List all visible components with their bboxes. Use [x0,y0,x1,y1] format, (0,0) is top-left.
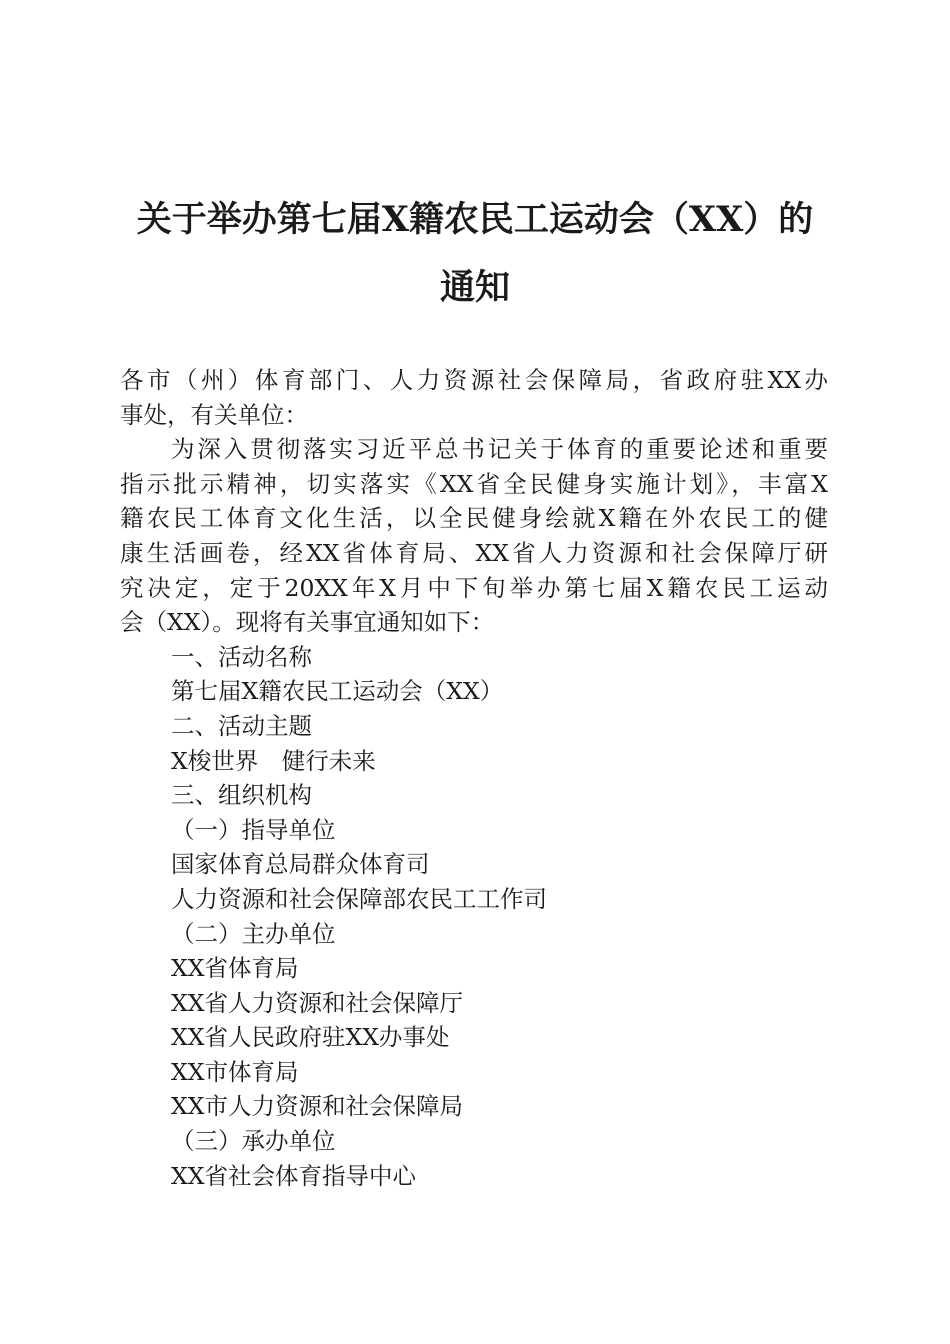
section-heading-activity-name: 一、活动名称 [171,642,312,671]
host-unit: XX市人力资源和社会保障局 [171,1092,463,1121]
subheading-guiding-units: （一）指导单位 [171,815,336,844]
guiding-unit: 国家体育总局群众体育司 [171,850,430,879]
section-heading-activity-theme: 二、活动主题 [171,711,312,740]
section-heading-organization: 三、组织机构 [171,781,312,810]
activity-name-value: 第七届X籍农民工运动会（XX） [171,677,504,706]
organizer-unit: XX省社会体育指导中心 [171,1161,416,1190]
subheading-organizer-units: （三）承办单位 [171,1127,336,1156]
intro-line: 为深入贯彻落实习近平总书记关于体育的重要论述和重要 [171,435,828,464]
intro-line: 究决定，定于20XX年X月中下旬举办第七届X籍农民工运动 [120,573,828,602]
host-unit: XX市体育局 [171,1057,299,1086]
guiding-unit: 人力资源和社会保障部农民工工作司 [171,884,547,913]
intro-line: 康生活画卷，经XX省体育局、XX省人力资源和社会保障厅研 [120,538,828,567]
document-body [120,363,828,1193]
document-title-line-2: 通知 [439,267,510,308]
salutation-line-2: 事处，有关单位： [120,400,308,429]
outline-items [120,640,828,1194]
intro-line: 会（XX）。现将有关事宜通知如下： [120,608,495,637]
document-title-line-1: 关于举办第七届X籍农民工运动会（XX）的 [136,199,814,240]
host-unit: XX省体育局 [171,954,299,983]
intro-paragraph [120,432,828,640]
salutation [120,363,828,432]
activity-theme-value: X梭世界 健行未来 [171,746,376,775]
salutation-line-1: 各市（州）体育部门、人力资源社会保障局，省政府驻XX办 [120,366,828,394]
host-unit: XX省人力资源和社会保障厅 [171,988,463,1017]
subheading-host-units: （二）主办单位 [171,919,336,948]
host-unit: XX省人民政府驻XX办事处 [171,1023,450,1052]
intro-line: 指示批示精神，切实落实《XX省全民健身实施计划》，丰富X [120,469,828,498]
intro-line: 籍农民工体育文化生活，以全民健身绘就X籍在外农民工的健 [120,504,828,533]
